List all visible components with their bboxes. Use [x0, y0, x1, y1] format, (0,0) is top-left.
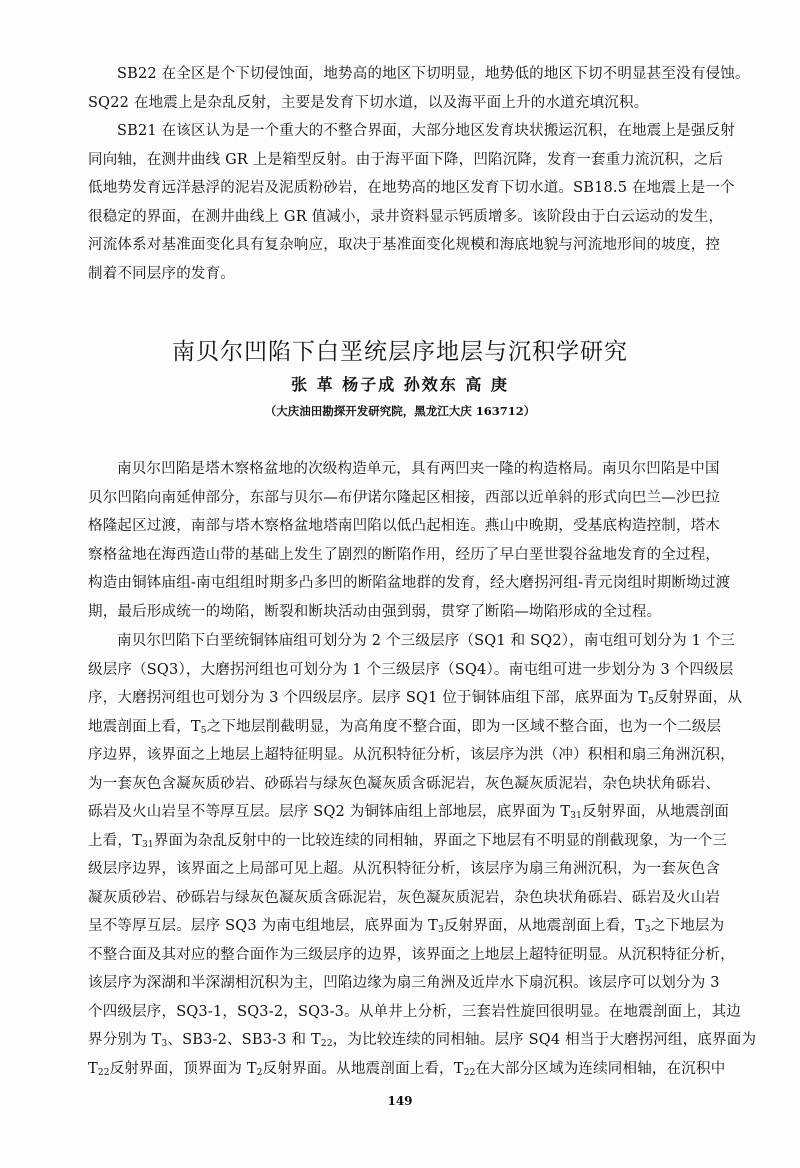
text-line: 地震剖面上看，$T_5$之下地层削截明显，为高角度不整合面，即为一区域不整合面，也为一个二级层	[88, 718, 722, 736]
text-line: 呈不等厚互层。层序 SQ3 为南屯组地层，底界面为 $T_3$反射界面，从地震剖面上看，$T_3$之下地层为	[88, 918, 725, 935]
text-line: 同向轴，在测井曲线 GR 上是箱型反射。由于海平面下降，凹陷沉降，发育一套重力流沉积，之后	[88, 151, 724, 168]
article-affiliation: （大庆油田勘探开发研究院，黑龙江大庆 163712）	[264, 404, 536, 418]
text-line: 南贝尔凹陷是塔木察格盆地的次级构造单元，具有两凹夹一隆的构造格局。南贝尔凹陷是中国	[117, 461, 720, 477]
text-line: 河流体系对基准面变化具有复杂响应，取决于基准面变化规模和海底地貌与河流地形间的坡度，控	[88, 237, 721, 253]
text-line: 不整合面及其对应的整合面作为三级层序的边界，该界面之上地层上超特征明显。从沉积特征分析，	[88, 946, 735, 963]
text-line: 制着不同层序的发育。	[88, 265, 235, 282]
text-line: 个四级层序，SQ3-1，SQ3-2，SQ3-3。从单井上分析，三套岩性旋回很明显。在地震剖面上，其边	[88, 1003, 742, 1020]
text-line: 低地势发育远洋悬浮的泥岩及泥质粉砂岩，在地势高的地区发育下切水道。SB18.5 在地震上是一个	[88, 180, 735, 196]
text-line: 序，大磨拐河组也可划分为 3 个四级层序。层序 SQ1 位于铜钵庙组下部，底界面为 $T_5$反射界面，从	[88, 690, 743, 707]
intro-paragraph-2	[88, 117, 735, 288]
text-line: 界分别为 $T_3$、SB3-2、SB3-3 和 $T_{22}$，为比较连续的同相轴。层序 SQ4 相当于大磨拐河组，底界面为	[88, 1032, 757, 1049]
text-line: 级层序（SQ3），大磨拐河组也可划分为 1 个三级层序（SQ4）。南屯组可进一步划分为 3 个四级层	[88, 661, 734, 678]
text-line: 很稳定的界面，在测井曲线上 GR 值减小，录井资料显示钙质增多。该阶段由于白云运动的发生，	[88, 208, 724, 225]
text-line: 贝尔凹陷向南延伸部分，东部与贝尔—布伊诺尔隆起区相接，西部以近单斜的形式向巴兰—沙巴拉	[88, 489, 721, 506]
text-line: 期，最后形成统一的坳陷，断裂和断块活动由强到弱，贯穿了断陷—坳陷形成的全过程。	[88, 603, 662, 620]
body-paragraph-1	[88, 455, 731, 626]
text-line: 构造由铜钵庙组-南屯组组时期多凸多凹的断陷盆地群的发育，经大磨拐河组-青元岗组时期断坳过渡	[88, 575, 731, 591]
text-line: SB22 在全区是个下切侵蚀面，地势高的地区下切明显，地势低的地区下切不明显甚至没有侵蚀。	[117, 66, 750, 82]
text-line: 砾岩及火山岩呈不等厚互层。层序 SQ2 为铜钵庙组上部地层，底界面为 $T_{31}$反射界面，从地震剖面	[88, 804, 730, 821]
text-line: 凝灰质砂岩、砂砾岩与绿灰色凝灰质含砾泥岩，灰色凝灰质泥岩，杂色块状角砾岩、砾岩及火山岩	[88, 889, 721, 906]
text-line: 察格盆地在海西造山带的基础上发生了剧烈的断陷作用，经历了早白垩世裂谷盆地发育的全过程，	[88, 546, 721, 563]
text-line: SQ22 在地震上是杂乱反射，主要是发育下切水道，以及海平面上升的水道充填沉积。	[88, 94, 649, 111]
article-authors: 张 革 杨子成 孙效东 高 庚	[291, 375, 509, 394]
text-line: 为一套灰色含凝灰质砂岩、砂砾岩与绿灰色凝灰质含砾泥岩，灰色凝灰质泥岩，杂色块状角砾岩、	[88, 775, 721, 792]
text-line: 上看，$T_{31}$界面为杂乱反射中的一比较连续的同相轴，界面之下地层有不明显的削截现象，为一个三	[88, 832, 728, 850]
page-number: 149	[387, 1094, 413, 1108]
text-line: 级层序边界，该界面之上局部可见上超。从沉积特征分析，该层序为扇三角洲沉积，为一套灰色含	[88, 861, 721, 877]
text-line: 序边界，该界面之上地层上超特征明显。从沉积特征分析，该层序为洪（冲）积相和扇三角洲沉积，	[88, 747, 735, 763]
body-paragraph-2	[88, 627, 757, 1083]
article-title: 南贝尔凹陷下白垩统层序地层与沉积学研究	[172, 339, 628, 365]
text-line: 格隆起区过渡，南部与塔木察格盆地塔南凹陷以低凸起相连。燕山中晚期，受基底构造控制，塔木	[88, 518, 721, 534]
text-line: $T_{22}$反射界面，顶界面为 $T_2$反射界面。从地震剖面上看，$T_{22}$在大部分区域为连续同相轴，在沉积中	[88, 1060, 726, 1078]
text-line: 南贝尔凹陷下白垩统铜钵庙组可划分为 2 个三级层序（SQ1 和 SQ2），南屯组可划分为 1 个三	[117, 633, 736, 649]
text-line: 该层序为深湖和半深湖相沉积为主，凹陷边缘为扇三角洲及近岸水下扇沉积。该层序可以划分为 3	[88, 975, 720, 991]
intro-paragraph-1	[88, 60, 750, 117]
text-line: SB21 在该区认为是一个重大的不整合界面，大部分地区发育块状搬运沉积，在地震上是强反射	[117, 123, 735, 139]
